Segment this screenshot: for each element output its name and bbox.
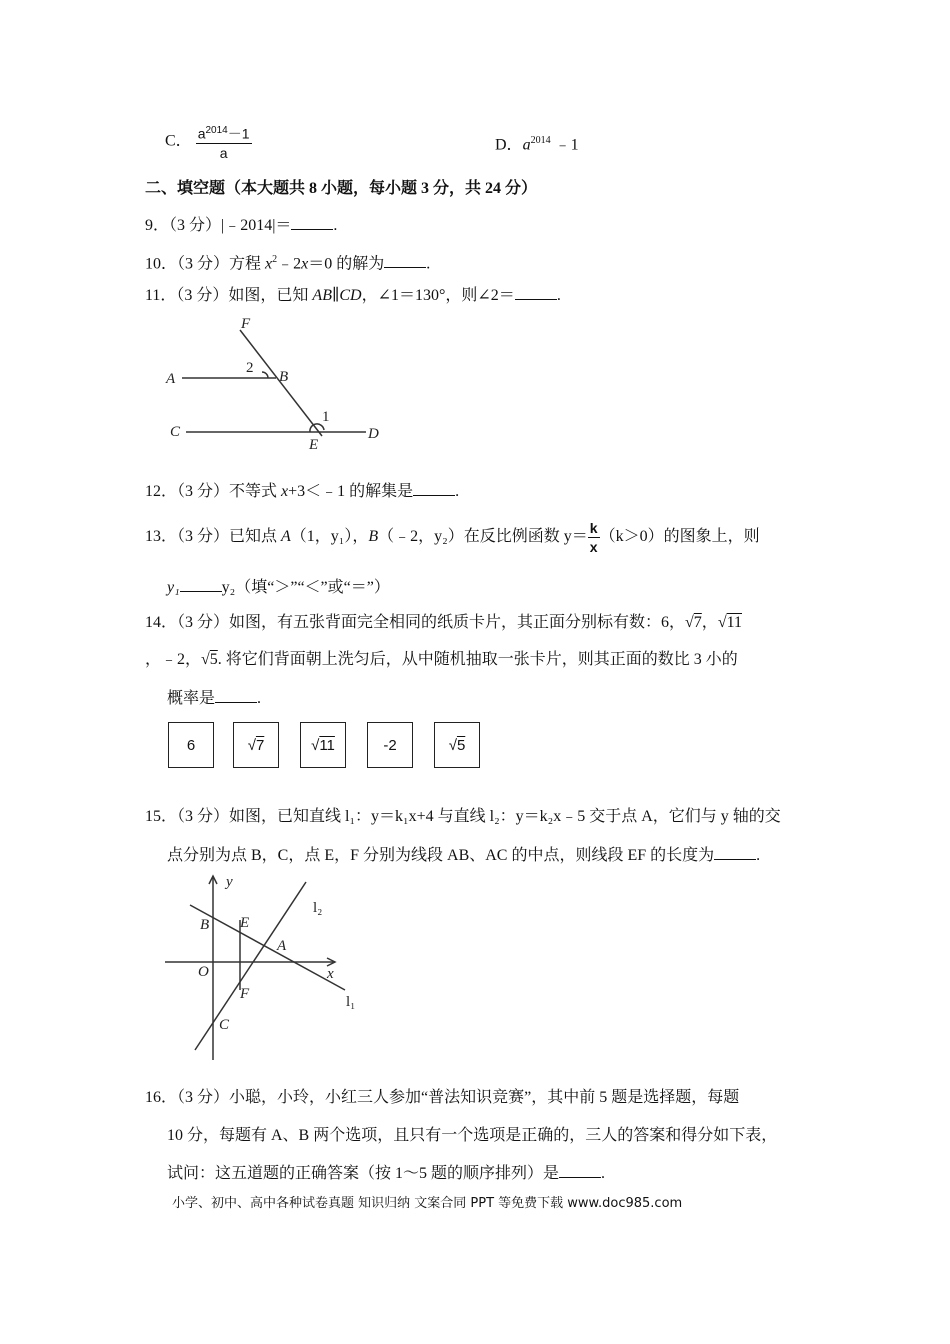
- q11-pre: 11．（3 分）如图，已知: [145, 287, 313, 304]
- q14-end: .: [257, 690, 262, 707]
- label-e: E: [309, 437, 319, 453]
- q13-pre: 13．（3 分）已知点: [145, 528, 282, 546]
- label-l2: l₂: [313, 900, 323, 916]
- label-c: C: [219, 1017, 230, 1033]
- exp: 2014: [530, 135, 551, 146]
- label-a: A: [277, 938, 287, 954]
- q15-end: .: [756, 847, 761, 864]
- q11-ab: AB∥CD: [312, 287, 362, 304]
- label-f: F: [241, 316, 251, 332]
- label-d: D: [368, 426, 379, 442]
- card-sqrt11: √ 11: [300, 722, 346, 768]
- question-13: [145, 519, 760, 556]
- label-b: B: [279, 369, 289, 385]
- q13-b: B: [368, 528, 379, 546]
- option-d-label: D．: [495, 136, 523, 154]
- label-c: C: [170, 424, 181, 440]
- option-c-label: C．: [165, 132, 192, 150]
- question-11: [145, 285, 561, 306]
- card-value: 5: [456, 736, 466, 754]
- line-l2: [195, 882, 306, 1050]
- card-value: -2: [383, 736, 397, 754]
- q13-num: k: [589, 520, 598, 536]
- q14-l2b: . 将它们背面朝上洗匀后，从中随机抽取一张卡片，则其正面的数比 3 小的: [217, 651, 738, 668]
- answer-blank: [215, 688, 257, 703]
- x-axis-arrow: [327, 958, 335, 966]
- label-a: A: [166, 371, 176, 387]
- footer-text: 小学、初中、高中各种试卷真题 知识归纳 文案合同 PPT 等免费下载 www.doc985.com: [172, 1196, 683, 1211]
- q14-l2a: ，﹣2，: [145, 651, 202, 668]
- label-x: x: [327, 966, 334, 982]
- q10-x: x: [265, 255, 273, 273]
- question-16-line2: 10 分，每题有 A、B 两个选项，且只有一个选项是正确的，三人的答案和得分如下表，: [167, 1127, 778, 1144]
- label-e: E: [240, 915, 250, 931]
- q13-y2: y₂（填“＞”“＜”或“＝”）: [221, 579, 390, 596]
- question-12: [145, 481, 459, 502]
- question-14: 14．（3 分）如图，有五张背面完全相同的纸质卡片，其正面分别标有数：6，√7，√11: [145, 614, 742, 631]
- q13-y1: y₁: [167, 579, 180, 596]
- question-14-line2: ，﹣2，√5. 将它们背面朝上洗匀后，从中随机抽取一张卡片，则其正面的数比 3 小的: [145, 651, 738, 668]
- card-neg2: [367, 722, 413, 768]
- q10-pre: 10．（3 分）方程: [145, 255, 266, 273]
- q10-exp: 2: [272, 254, 278, 265]
- question-16-line3: [167, 1163, 605, 1184]
- label-b: B: [200, 917, 210, 933]
- q13-a2: （1，y₁），: [290, 528, 369, 546]
- label-angle-1: 1: [322, 409, 330, 425]
- q9-text: 9．（3 分）|﹣2014|＝: [145, 217, 292, 234]
- answer-blank: [559, 1163, 601, 1178]
- option-d: [495, 131, 579, 155]
- q16-end: .: [601, 1165, 606, 1182]
- question-16: 16．（3 分）小聪，小玲，小红三人参加“普法知识竞赛”，其中前 5 题是选择题，每题: [145, 1089, 740, 1106]
- card-value: 11: [319, 736, 335, 754]
- q11-end: .: [556, 287, 561, 304]
- q15-l2: 点分别为点 B，C，点 E，F 分别为线段 AB、AC 的中点，则线段 EF 的长度为: [167, 847, 715, 864]
- q10-mid: ﹣2: [277, 255, 302, 273]
- label-y: y: [226, 874, 233, 890]
- option-c: [165, 122, 252, 162]
- q13-post: （k＞0）的图象上，则: [599, 528, 760, 546]
- answer-blank: [714, 845, 756, 860]
- num-base: a: [197, 125, 206, 142]
- num-exp: 2014: [205, 125, 228, 136]
- question-14-line3: [167, 688, 261, 709]
- card-sqrt7: √ 7: [233, 722, 279, 768]
- q12-pre: 12．（3 分）不等式: [145, 483, 282, 500]
- q12-post: +3＜﹣1 的解集是: [288, 483, 414, 500]
- q10-end: .: [426, 255, 431, 273]
- denominator: a: [219, 144, 228, 161]
- section-heading: 二、填空题（本大题共 8 小题，每小题 3 分，共 24 分）: [145, 180, 538, 197]
- question-13-line2: [167, 577, 390, 598]
- tail: ﹣1: [554, 136, 579, 154]
- label-o: O: [198, 964, 209, 980]
- option-c-fraction: [196, 122, 252, 162]
- q12-x: x: [281, 483, 289, 500]
- card-sqrt5: √ 5: [434, 722, 480, 768]
- answer-blank: [180, 577, 222, 592]
- label-l1: l₁: [346, 994, 356, 1010]
- q10-post: ＝0 的解为: [308, 255, 385, 273]
- q14-l1: 14．（3 分）如图，有五张背面完全相同的纸质卡片，其正面分别标有数：6，: [145, 614, 686, 631]
- angle-1-arc: [310, 424, 324, 432]
- card-6: [168, 722, 214, 768]
- q16-l3: 试问：这五道题的正确答案（按 1～5 题的顺序排列）是: [167, 1165, 560, 1182]
- answer-blank: [515, 285, 557, 300]
- question-15-line2: [167, 845, 760, 866]
- q12-end: .: [455, 483, 460, 500]
- q13-b2: （﹣2，y₂）在反比例函数 y＝: [378, 528, 588, 546]
- card-value: 6: [186, 736, 196, 754]
- label-angle-2: 2: [246, 360, 254, 376]
- q9-end: .: [333, 217, 338, 234]
- q13-a: A: [281, 528, 291, 546]
- q14-comma: ，: [701, 614, 718, 631]
- q14-l3: 概率是: [167, 690, 216, 707]
- angle-2-arc: [262, 372, 268, 378]
- label-f: F: [240, 986, 250, 1002]
- question-9: [145, 215, 337, 236]
- line-l1: [190, 905, 345, 990]
- q11-post: ，∠1＝130°，则∠2＝: [361, 287, 515, 304]
- q13-den: x: [589, 539, 598, 555]
- card-value: 7: [255, 736, 265, 754]
- transversal-line: [240, 330, 322, 436]
- q10-x2: x: [301, 255, 309, 273]
- question-15: 15．（3 分）如图，已知直线 l₁：y＝k₁x+4 与直线 l₂：y＝k₂x﹣5 交于点 A，它们与 y 轴的交: [145, 808, 781, 825]
- y-axis-arrow: [209, 876, 217, 884]
- q14-sqrt7: 7: [693, 614, 702, 631]
- num-tail: －1: [227, 125, 250, 142]
- answer-blank: [291, 215, 333, 230]
- answer-blank: [384, 253, 426, 268]
- q13-fraction: [588, 519, 600, 556]
- q14-sqrt5: 5: [209, 651, 218, 668]
- q14-sqrt11: 11: [726, 614, 742, 631]
- base: a: [522, 136, 531, 154]
- question-10: [145, 250, 430, 274]
- answer-blank: [413, 481, 455, 496]
